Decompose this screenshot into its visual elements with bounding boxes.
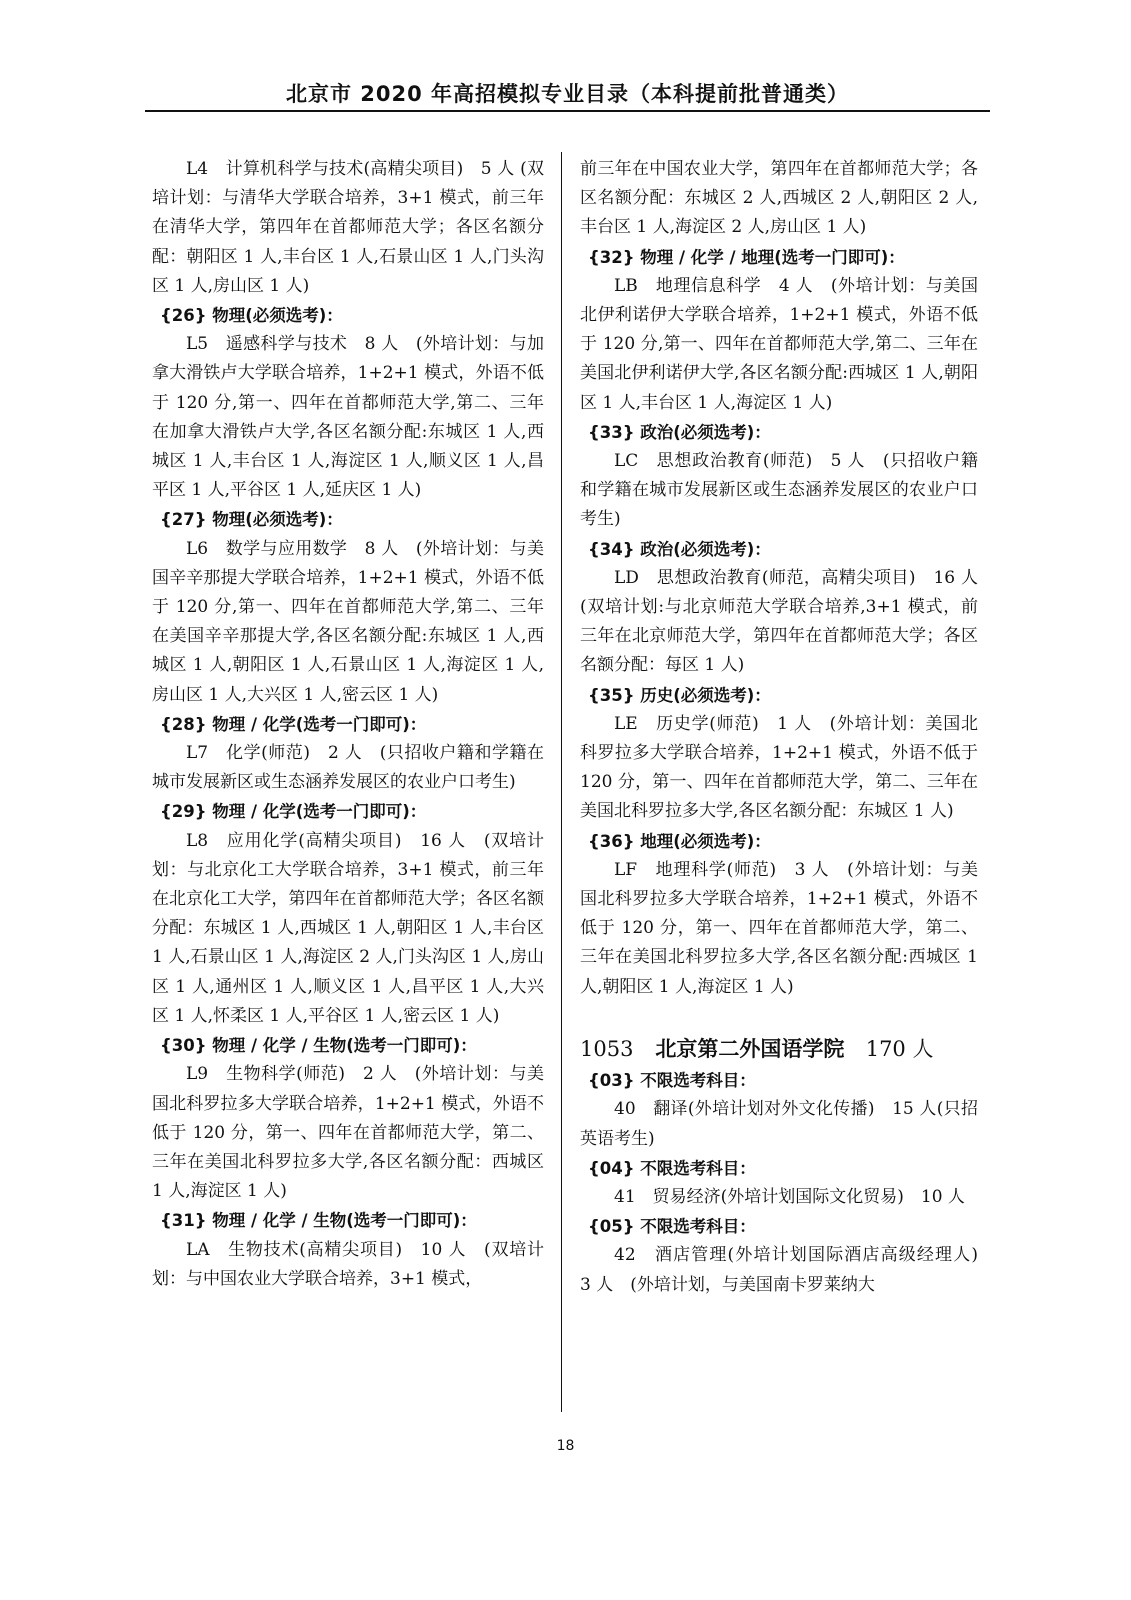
subject-category: {30} 物理 / 化学 / 生物(选考一门即可)： [160,1036,477,1056]
major-entry: LC 思想政治教育(师范) 5 人 (只招收户籍和学籍在城市发展新区或生态涵养发展区的农业户口考生) [580,451,978,530]
major-entry: 41 贸易经济(外培计划国际文化贸易) 10 人 [614,1186,965,1207]
subject-category: {31} 物理 / 化学 / 生物(选考一门即可)： [160,1211,477,1231]
subject-category: {28} 物理 / 化学(选考一门即可)： [160,714,427,734]
major-entry: LA 生物技术(高精尖项目) 10 人 (双培计划：与中国农业大学联合培养，3+1 模式， [152,1239,544,1289]
university-name: 北京第二外国语学院 [655,1035,845,1061]
major-entry: L6 数学与应用数学 8 人 (外培计划：与美国辛辛那提大学联合培养，1+2+1 模式，外语不低于 120 分,第一、四年在首都师范大学,第二、三年在美国辛辛那提大学,各区名额分配:东城区 1 人,西城区 1 人,朝阳区 1 人,石景山区 1 人,海淀区 1 人,房山区 1 人,大兴区 1 人,密云区 1 人) [152,538,544,705]
header-rule [145,110,990,112]
university-count: 170 人 [865,1036,934,1061]
major-entry: 40 翻译(外培计划对外文化传播) 15 人(只招英语考生) [580,1099,978,1149]
subject-category: {33} 政治(必须选考)： [588,422,771,442]
subject-category: {36} 地理(必须选考)： [588,831,771,851]
major-entry: LD 思想政治教育(师范，高精尖项目) 16 人 (双培计划:与北京师范大学联合培养,3+1 模式，前三年在北京师范大学，第四年在首都师范大学；各区名额分配：每区 1 人) [580,567,995,676]
major-entry: L4 计算机科学与技术(高精尖项目) 5 人 (双培计划：与清华大学联合培养，3+1 模式，前三年在清华大学，第四年在首都师范大学；各区名额分配：朝阳区 1 人,丰台区 1 人,石景山区 1 人,门头沟区 1 人,房山区 1 人) [152,159,544,296]
subject-category: {35} 历史(必须选考)： [588,685,771,705]
right-column [580,155,995,1300]
subject-category: {04} 不限选考科目： [588,1158,756,1178]
major-entry: L5 遥感科学与技术 8 人 (外培计划：与加拿大滑铁卢大学联合培养，1+2+1 模式，外语不低于 120 分,第一、四年在首都师范大学,第二、三年在加拿大滑铁卢大学,各区名额分配:东城区 1 人,西城区 1 人,丰台区 1 人,海淀区 1 人,顺义区 1 人,昌平区 1 人,平谷区 1 人,延庆区 1 人) [152,334,544,501]
subject-category: {03} 不限选考科目： [588,1071,756,1091]
subject-category: {34} 政治(必须选考)： [588,539,771,559]
major-entry-continuation: 前三年在中国农业大学，第四年在首都师范大学；各区名额分配：东城区 2 人,西城区 2 人,朝阳区 2 人,丰台区 1 人,海淀区 2 人,房山区 1 人) [580,159,978,238]
university-code: 1053 [580,1036,634,1061]
major-entry: L8 应用化学(高精尖项目) 16 人 (双培计划：与北京化工大学联合培养，3+1 模式，前三年在北京化工大学，第四年在首都师范大学；各区名额分配：东城区 1 人,西城区 1 人,朝阳区 1 人,丰台区 1 人,石景山区 1 人,海淀区 2 人,门头沟区 1 人,房山区 1 人,通州区 1 人,顺义区 1 人,昌平区 1 人,大兴区 1 人,怀柔区 1 人,平谷区 1 人,密云区 1 人) [152,830,544,1026]
major-entry: LB 地理信息科学 4 人 (外培计划：与美国北伊利诺伊大学联合培养，1+2+1 模式，外语不低于 120 分,第一、四年在首都师范大学,第二、三年在美国北伊利诺伊大学,各区名额分配:西城区 1 人,朝阳区 1 人,丰台区 1 人,海淀区 1 人) [580,275,978,413]
subject-category: {32} 物理 / 化学 / 地理(选考一门即可)： [588,247,905,267]
major-entry: LE 历史学(师范) 1 人 (外培计划：美国北科罗拉多大学联合培养，1+2+1 模式，外语不低于 120 分，第一、四年在首都师范大学，第二、三年在美国北科罗拉多大学,各区名额分配：东城区 1 人) [580,713,978,822]
subject-category: {05} 不限选考科目： [588,1217,756,1237]
subject-category: {27} 物理(必须选考)： [160,510,343,530]
left-column [152,155,544,1294]
major-entry: LF 地理科学(师范) 3 人 (外培计划：与美国北科罗拉多大学联合培养，1+2+1 模式，外语不低于 120 分，第一、四年在首都师范大学，第二、三年在美国北科罗拉多大学,各区名额分配:西城区 1 人,朝阳区 1 人,海淀区 1 人) [580,859,978,997]
page-header: 北京市 2020 年高招模拟专业目录（本科提前批普通类） [285,82,850,106]
major-entry: L9 生物科学(师范) 2 人 (外培计划：与美国北科罗拉多大学联合培养，1+2+1 模式，外语不低于 120 分，第一、四年在首都师范大学，第二、三年在美国北科罗拉多大学,各区名额分配：西城区 1 人,海淀区 1 人) [152,1064,544,1202]
subject-category: {26} 物理(必须选考)： [160,306,343,326]
major-entry: 42 酒店管理(外培计划国际酒店高级经理人) 3 人 (外培计划，与美国南卡罗莱纳大 [580,1245,995,1295]
subject-category: {29} 物理 / 化学(选考一门即可)： [160,802,427,822]
university-heading [580,1034,978,1064]
page-number: 18 [556,1438,575,1454]
major-entry: L7 化学(师范) 2 人 (只招收户籍和学籍在城市发展新区或生态涵养发展区的农业户口考生) [152,743,544,793]
column-divider [561,152,562,1412]
